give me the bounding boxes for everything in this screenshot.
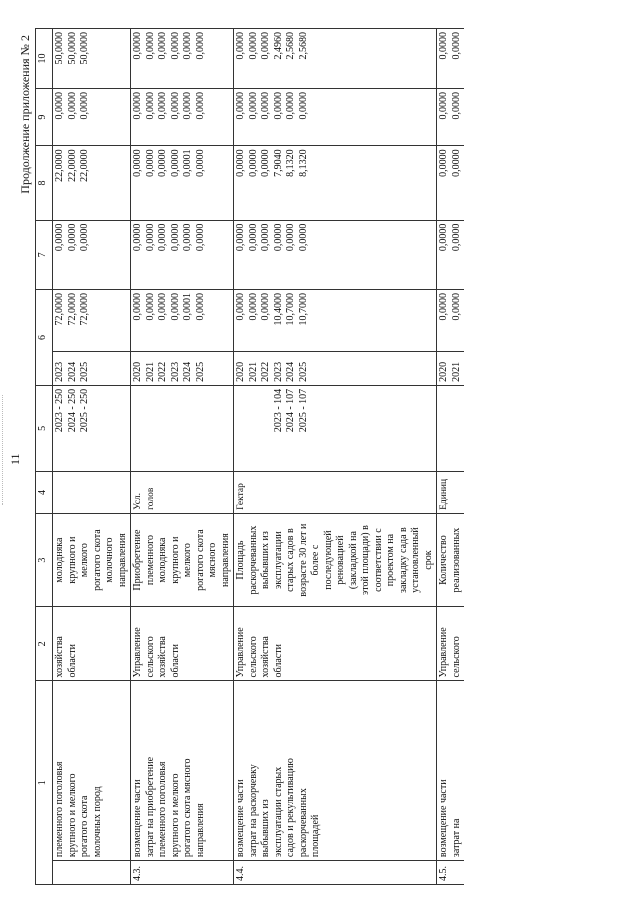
row-executor [437,607,465,681]
row-value-7 [437,220,465,289]
row-measure-name-line: крупного и мелкого [66,773,78,858]
row-executor-line: хозяйства [54,636,65,678]
row-value-6 [437,290,465,352]
row-executor-line: Управление [438,627,449,678]
row-measure-name-line: племенного поголовья [157,761,168,858]
row-value-6-line: 72,0000 [54,293,65,326]
row-indicator-line: проектом на [385,533,396,587]
row-value-10-line: 0,0000 [157,32,168,60]
row-indicator-line: возрасте 30 лет и [297,523,309,597]
row-value-9 [131,88,234,145]
row-value-8-line: 0,0000 [260,149,271,177]
row-value-10-line: 0,0000 [182,32,193,60]
table-row [234,29,437,885]
continuation-label: Продолжение приложения № 2 [18,35,32,194]
row-value-9 [234,88,437,145]
row-indicator-line: выбывших из [260,531,271,589]
row-value-10 [53,29,131,89]
row-years-line: 2023 [169,361,181,382]
row-value-7-line: 0,0000 [169,223,181,252]
row-value-10-line: 2,5680 [297,32,309,60]
header-col-10: 10 [36,29,53,89]
row-value-6-line: 0,0000 [235,293,246,321]
row-measure-name [131,681,234,861]
row-executor-line: области [169,644,181,678]
row-value-10-line: 50,0000 [54,32,65,65]
row-measure-name-line: затрат на раскорчевку [247,764,259,858]
row-executor [234,607,437,681]
row-value-6 [234,290,437,352]
header-col-8: 8 [36,146,53,220]
row-base-values-line: 2024 - 107 [285,388,296,433]
row-value-9-line: 0,0000 [79,91,90,120]
row-years-line: 2020 [438,361,449,382]
row-value-6-line: 72,0000 [79,293,90,326]
header-col-9: 9 [36,88,53,145]
row-value-7 [234,220,437,289]
row-number [53,861,131,885]
row-value-10-line: 0,0000 [450,32,462,60]
row-indicator-line: племенного [144,535,156,586]
row-value-9 [53,88,131,145]
row-value-8-line: 0,0000 [438,149,449,177]
row-years-line: 2021 [450,361,462,382]
row-measure-name-line: возмещение части [132,779,143,858]
row-value-6-line: 10,7000 [285,293,296,326]
page-number: 11 [8,453,22,465]
row-value-10-line: 0,0000 [438,32,449,60]
row-years-line: 2020 [132,361,143,382]
row-measure-name-line: затрат на приобретение [144,756,156,858]
row-indicator [53,513,131,606]
row-value-7-line: 0,0000 [438,223,449,252]
row-measure-name-line: садов и рекультивацию [285,758,296,858]
row-value-9-line: 0,0000 [272,91,284,120]
row-years-line: 2023 [54,361,65,382]
row-indicator-line: срок [422,550,434,570]
row-years-line: 2025 [297,361,309,382]
row-value-9-line: 0,0000 [450,91,462,120]
row-value-7 [53,220,131,289]
row-value-6 [53,290,131,352]
row-value-6 [131,290,234,352]
row-measure-name [234,681,437,861]
appendix-table [35,28,464,885]
row-indicator-line: соответствии с [372,528,384,592]
row-value-10-line: 50,0000 [79,32,90,65]
row-measure-name-line: раскорчеванных [297,788,309,858]
row-executor-line: Управление [235,627,246,678]
row-executor-line: сельского [144,636,156,678]
row-value-7-line: 0,0000 [132,223,143,252]
row-value-10 [437,29,465,89]
row-value-8-line: 8,1320 [285,149,296,177]
row-value-10-line: 2,5680 [285,32,296,60]
row-indicator-line: (закладкой на [347,531,359,590]
row-measure-name-line: крупного и мелкого [169,773,181,858]
row-base-values-line: 2024 - 250 [66,388,78,433]
row-value-7-line: 0,0000 [157,223,168,252]
row-indicator-line: реновацией [335,535,346,585]
row-value-10-line: 2,4960 [272,32,284,60]
row-value-8-line: 22,0000 [54,149,65,182]
row-value-9-line: 0,0000 [157,91,168,120]
row-value-8-line: 0,0000 [157,149,168,177]
table-row [53,29,131,885]
row-value-9-line: 0,0000 [66,91,78,120]
row-base-values-line: 2025 - 107 [297,388,309,433]
row-value-7-line: 0,0000 [297,223,309,252]
row-value-7-line: 0,0000 [66,223,78,252]
header-col-4: 4 [36,472,53,514]
row-indicator-line: эксплуатации [272,531,284,589]
row-indicator-line: этой площади) в [360,525,371,596]
row-measure-name-line: эксплуатации старых [272,766,284,858]
row-indicator-line: молодняка [54,537,65,583]
row-value-8-line: 7,9040 [272,149,284,177]
row-value-10-line: 0,0000 [144,32,156,60]
row-indicator-line: установленный [410,527,421,593]
row-value-9-line: 0,0000 [169,91,181,120]
row-number: 4.4. [234,861,437,885]
row-years-line: 2022 [157,361,168,382]
row-executor-line: сельского [247,636,259,678]
row-measure-name-line: площадей [310,814,321,858]
row-value-6-line: 0,0000 [450,293,462,321]
row-executor-line: Управление [132,627,143,678]
row-value-8-line: 0,0000 [247,149,259,177]
row-indicator [131,513,234,606]
row-value-8 [234,146,437,220]
header-row [36,29,53,885]
row-value-6-line: 0,0000 [438,293,449,321]
row-indicator-line: рогатого скота [194,529,206,591]
row-value-7-line: 0,0000 [235,223,246,252]
row-value-9-line: 0,0000 [54,91,65,120]
row-executor [53,607,131,681]
row-measure-name [53,681,131,861]
row-indicator-line: закладку сада в [397,527,409,593]
row-indicator-line: мелкого [79,543,90,578]
row-indicator-line: направления [116,533,128,587]
row-executor [131,607,234,681]
row-value-7-line: 0,0000 [247,223,259,252]
row-value-7-line: 0,0000 [450,223,462,252]
row-years-line: 2020 [235,361,246,382]
row-executor-line: области [66,644,78,678]
row-indicator [234,513,437,606]
row-base-values-line: 2025 - 250 [79,388,90,433]
row-value-7-line: 0,0000 [272,223,284,252]
row-value-8-line: 22,0000 [79,149,90,182]
row-value-10-line: 0,0000 [169,32,181,60]
row-indicator-line: крупного и [66,536,78,584]
row-years-line: 2025 [79,361,90,382]
row-indicator-line: молочного [104,537,115,583]
row-value-8-line: 22,0000 [66,149,78,182]
scan-artifact [2,395,7,505]
row-value-10 [234,29,437,89]
row-indicator-line: последующей [322,530,334,590]
row-years-line: 2021 [144,361,156,382]
row-measure-name-line: рогатого скота [79,795,90,858]
row-years-line: 2024 [182,361,193,382]
row-value-9-line: 0,0000 [438,91,449,120]
row-value-6-line: 72,0000 [66,293,78,326]
row-number: 4.3. [131,861,234,885]
row-indicator-line: реализованных [450,527,462,593]
row-value-7-line: 0,0000 [285,223,296,252]
row-value-8-line: 0,0000 [235,149,246,177]
row-base-values [437,385,465,471]
row-indicator-line: направления [219,533,231,587]
row-value-9-line: 0,0000 [297,91,309,120]
row-value-10-line: 0,0000 [260,32,271,60]
row-measure-name-line: возмещение части [235,779,246,858]
row-value-9 [437,88,465,145]
row-years [234,352,437,386]
row-indicator-line: Площадь [235,540,246,580]
row-value-8 [53,146,131,220]
row-value-9-line: 0,0000 [194,91,206,120]
row-indicator-line: мелкого [182,543,193,578]
row-value-6-line: 0,0000 [132,293,143,321]
row-years [53,352,131,386]
row-value-9-line: 0,0000 [182,91,193,120]
row-value-9-line: 0,0000 [260,91,271,120]
row-value-10-line: 0,0000 [235,32,246,60]
row-executor-line: хозяйства [260,636,271,678]
row-measure-name-line: направления [194,803,206,858]
row-value-8-line: 0,0000 [450,149,462,177]
row-value-6-line: 0,0000 [157,293,168,321]
row-executor-line: хозяйства [157,636,168,678]
row-years-line: 2022 [260,361,271,382]
row-value-8-line: 0,0000 [194,149,206,177]
row-value-9-line: 0,0000 [132,91,143,120]
header-col-3: 3 [36,513,53,606]
row-unit: Усл. голов [131,472,234,514]
header-col-6: 6 [36,290,53,386]
row-value-6-line: 10,7000 [297,293,309,326]
row-years-line: 2024 [66,361,78,382]
row-value-8-line: 0,0000 [169,149,181,177]
row-years-line: 2021 [247,361,259,382]
header-col-7: 7 [36,220,53,289]
row-value-8-line: 0,0000 [132,149,143,177]
row-measure-name-line: выбывших из [260,799,271,858]
row-value-10-line: 0,0000 [194,32,206,60]
row-value-10-line: 0,0000 [132,32,143,60]
row-indicator-line: рогатого скота [91,529,103,591]
row-indicator-line: раскорчеванных [247,525,259,595]
row-measure-name-line: рогатого скота мясного [182,758,193,858]
row-years-line: 2025 [194,361,206,382]
row-value-7-line: 0,0000 [79,223,90,252]
header-col-5: 5 [36,385,53,471]
row-unit: Единиц [437,472,465,514]
row-value-6-line: 0,0000 [260,293,271,321]
row-value-7-line: 0,0000 [54,223,65,252]
row-value-6-line: 0,0000 [169,293,181,321]
header-col-1: 1 [36,681,53,885]
row-value-10-line: 50,0000 [66,32,78,65]
row-value-6-line: 0,0001 [182,293,193,321]
table-row [437,29,465,885]
row-measure-name-line: молочных пород [91,786,103,858]
row-executor-line: сельского [450,636,462,678]
row-indicator-line: Приобретение [132,529,143,591]
row-indicator-line: мясного [207,542,218,578]
row-value-10-line: 0,0000 [247,32,259,60]
row-measure-name [437,681,465,861]
row-indicator-line: крупного и [169,536,181,584]
row-indicator-line: молодняка [157,537,168,583]
row-value-8-line: 0,0000 [144,149,156,177]
header-col-2: 2 [36,607,53,681]
table-row [131,29,234,885]
row-value-6-line: 10,4000 [272,293,284,326]
row-value-6-line: 0,0000 [194,293,206,321]
row-value-9-line: 0,0000 [235,91,246,120]
row-indicator-line: Количество [438,535,449,585]
row-measure-name-line: затрат на [450,818,462,858]
row-value-7-line: 0,0000 [182,223,193,252]
row-value-7 [131,220,234,289]
row-base-values-line: 2023 - 104 [272,388,284,433]
row-years [437,352,465,386]
row-indicator [437,513,465,606]
row-base-values [234,385,437,471]
row-measure-name-line: возмещение части [438,779,449,858]
row-value-7-line: 0,0000 [260,223,271,252]
row-value-9-line: 0,0000 [285,91,296,120]
row-value-6-line: 0,0000 [144,293,156,321]
row-number: 4.5. [437,861,465,885]
row-value-8-line: 0,0001 [182,149,193,177]
row-base-values [131,385,234,471]
row-unit: Гектар [234,472,437,514]
row-indicator-line: более с [310,544,321,576]
row-measure-name-line: племенного поголовья [54,761,65,858]
row-value-6-line: 0,0000 [247,293,259,321]
row-value-7-line: 0,0000 [144,223,156,252]
row-unit [53,472,131,514]
row-years-line: 2023 [272,361,284,382]
row-years-line: 2024 [285,361,296,382]
row-executor-line: области [272,644,284,678]
row-value-9-line: 0,0000 [144,91,156,120]
row-value-8 [131,146,234,220]
row-years [131,352,234,386]
row-base-values [53,385,131,471]
row-value-10 [131,29,234,89]
row-value-8 [437,146,465,220]
row-value-9-line: 0,0000 [247,91,259,120]
row-indicator-line: старых садов в [285,528,296,592]
row-value-8-line: 8,1320 [297,149,309,177]
row-base-values-line: 2023 - 250 [54,388,65,433]
row-value-7-line: 0,0000 [194,223,206,252]
